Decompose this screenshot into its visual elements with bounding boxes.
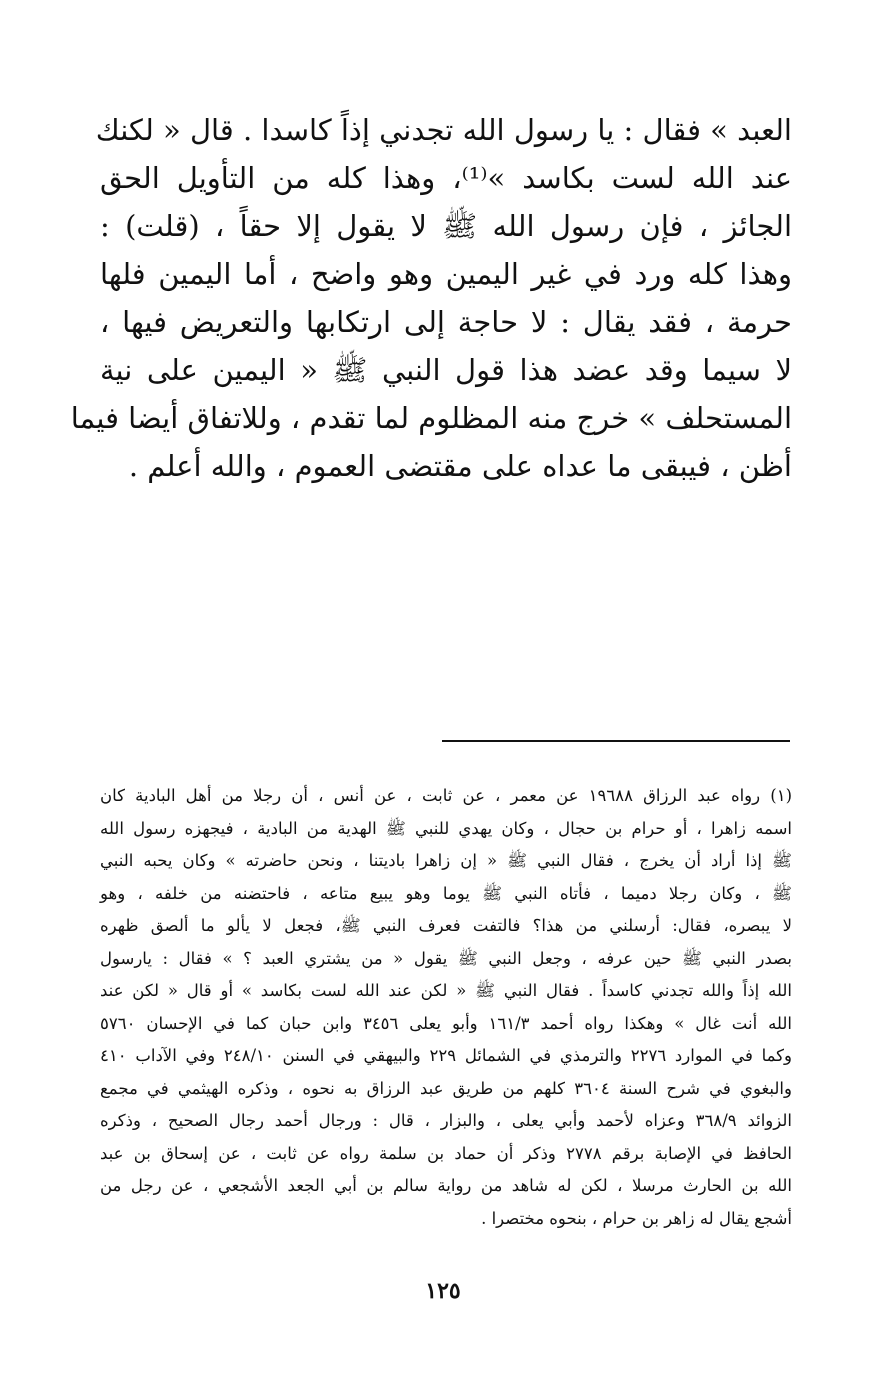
body-line: وهذا كله ورد في غير اليمين وهو واضح ، أما اليمين فلها	[100, 257, 792, 291]
body-line: الجائز ، فإن رسول الله ﷺ لا يقول إلا حقاً ، (قلت) :	[100, 209, 792, 243]
footnote-line: ﷺ ، وكان رجلا دميما ، فأتاه النبي ﷺ يوما وهو يبيع متاعه ، فاحتضنه من خلفه ، وهو	[100, 883, 792, 903]
footnote-line: الزوائد ٣٦٨/٩ وعزاه لأحمد وأبي يعلى ، والبزار ، قال : ورجال أحمد رجال الصحيح ، وذكره	[100, 1111, 792, 1130]
body-line: عند الله لست بكاسد »⁽¹⁾، وهذا كله من التأويل الحق	[100, 161, 793, 195]
footnote-line: ﷺ إذا أراد أن يخرج ، فقال النبي ﷺ « إن زاهرا باديتنا ، ونحن حاضرته » وكان يحبه النبي	[100, 851, 792, 870]
footnote-line: (١) رواه عبد الرزاق ١٩٦٨٨ عن معمر ، عن ثابت ، عن أنس ، أن رجلا من أهل البادية كان	[100, 786, 792, 805]
page-number: ١٢٥	[425, 1278, 461, 1304]
footnote-line: الله بن الحارث مرسلا ، لكن له شاهد من رواية سالم بن أبي الجعد الأشجعي ، عن رجل من	[100, 1176, 792, 1195]
footnote-block	[100, 780, 792, 1235]
footnote-line: الله إذاً والله تجدني كاسداً . فقال النبي ﷺ « لكن عند الله لست بكاسد » أو قال « لكن عند	[100, 981, 792, 1000]
footnote-line: بصدر النبي ﷺ حين عرفه ، وجعل النبي ﷺ يقول « من يشتري العبد ؟ » فقال : يارسول	[100, 948, 792, 968]
footnote-line: لا يبصره، فقال: أرسلني من هذا؟ فالتفت فعرف النبي ﷺ، فجعل لا يألو ما ألصق ظهره	[100, 916, 792, 935]
footnote-line: الحافظ في الإصابة برقم ٢٧٧٨ وذكر أن حماد بن سلمة رواه عن ثابت ، عن إسحاق بن عبد	[100, 1143, 793, 1163]
body-line: المستحلف » خرج منه المظلوم لما تقدم ، وللاتفاق أيضا فيما	[70, 401, 792, 435]
body-line: العبد » فقال : يا رسول الله تجدني إذاً كاسدا . قال « لكنك	[95, 113, 792, 147]
body-line: حرمة ، فقد يقال : لا حاجة إلى ارتكابها والتعريض فيها ،	[100, 305, 792, 339]
footnote-separator	[442, 740, 790, 742]
body-line: لا سيما وقد عضد هذا قول النبي ﷺ « اليمين على نية	[100, 353, 792, 387]
body-line: أظن ، فيبقى ما عداه على مقتضى العموم ، والله أعلم .	[128, 449, 792, 483]
footnote-line: أشجع يقال له زاهر بن حرام ، بنحوه مختصرا .	[481, 1208, 792, 1228]
footnote-line: والبغوي في شرح السنة ٣٦٠٤ كلهم من طريق عبد الرزاق به نحوه ، وذكره الهيثمي في مجمع	[100, 1078, 792, 1098]
main-text-block	[70, 106, 793, 490]
footnote-line: اسمه زاهرا ، أو حرام بن حجال ، وكان يهدي للنبي ﷺ الهدية من البادية ، فيجهزه رسول الله	[100, 818, 792, 838]
footnote-line: وكما في الموارد ٢٢٧٦ والترمذي في الشمائل ٢٢٩ والبيهقي في السنن ٢٤٨/١٠ وفي الآداب ٤١٠	[100, 1046, 793, 1065]
footnote-line: الله أنت غال » وهكذا رواه أحمد ١٦١/٣ وأبو يعلى ٣٤٥٦ وابن حبان كما في الإحسان ٥٧٦٠	[100, 1013, 792, 1033]
